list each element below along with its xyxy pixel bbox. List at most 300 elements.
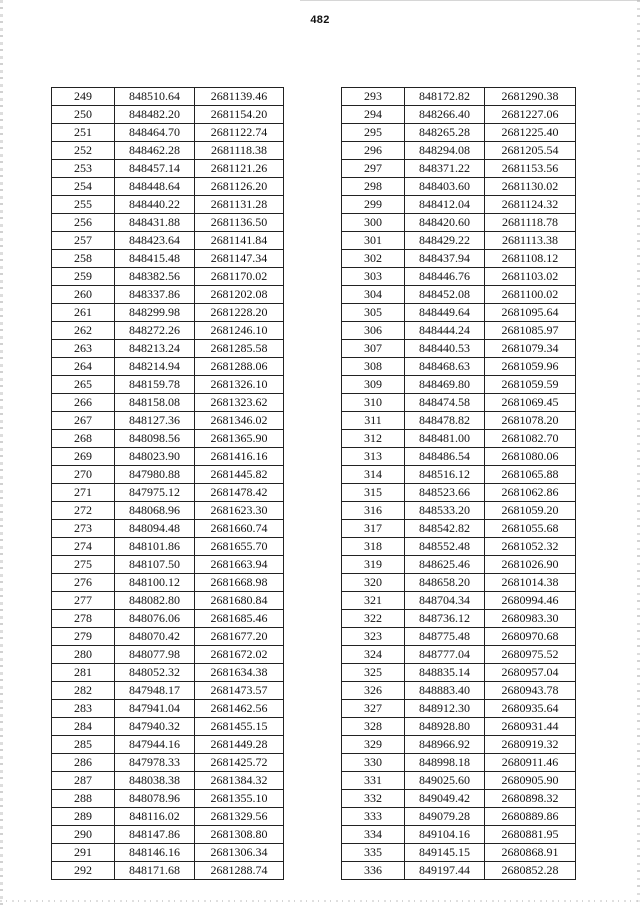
x-coordinate-cell: 848966.92 — [405, 736, 485, 754]
y-coordinate-cell: 2680919.32 — [485, 736, 576, 754]
y-coordinate-cell: 2681136.50 — [195, 214, 284, 232]
x-coordinate-cell: 848412.04 — [405, 196, 485, 214]
table-row — [342, 340, 576, 358]
y-coordinate-cell: 2681122.74 — [195, 124, 284, 142]
table-row — [342, 862, 576, 880]
table-row — [342, 430, 576, 448]
y-coordinate-cell: 2681225.40 — [485, 124, 576, 142]
point-number-cell: 314 — [342, 466, 405, 484]
y-coordinate-cell: 2681462.56 — [195, 700, 284, 718]
x-coordinate-cell: 849025.60 — [405, 772, 485, 790]
table-row — [52, 682, 284, 700]
table-row — [52, 88, 284, 106]
point-number-cell: 336 — [342, 862, 405, 880]
table-row — [342, 376, 576, 394]
table-row — [342, 214, 576, 232]
x-coordinate-cell: 848172.82 — [405, 88, 485, 106]
y-coordinate-cell: 2681059.59 — [485, 376, 576, 394]
point-number-cell: 302 — [342, 250, 405, 268]
table-row — [52, 808, 284, 826]
table-row — [342, 484, 576, 502]
y-coordinate-cell: 2681069.45 — [485, 394, 576, 412]
point-number-cell: 287 — [52, 772, 115, 790]
x-coordinate-cell: 847941.04 — [115, 700, 195, 718]
point-number-cell: 254 — [52, 178, 115, 196]
x-coordinate-cell: 848736.12 — [405, 610, 485, 628]
x-coordinate-cell: 848444.24 — [405, 322, 485, 340]
y-coordinate-cell: 2681139.46 — [195, 88, 284, 106]
y-coordinate-cell: 2681085.97 — [485, 322, 576, 340]
x-coordinate-cell: 848098.56 — [115, 430, 195, 448]
y-coordinate-cell: 2681078.20 — [485, 412, 576, 430]
x-coordinate-cell: 848912.30 — [405, 700, 485, 718]
y-coordinate-cell: 2681124.32 — [485, 196, 576, 214]
x-coordinate-cell: 848658.20 — [405, 574, 485, 592]
y-coordinate-cell: 2681059.20 — [485, 502, 576, 520]
point-number-cell: 319 — [342, 556, 405, 574]
x-coordinate-cell: 848159.78 — [115, 376, 195, 394]
point-number-cell: 258 — [52, 250, 115, 268]
x-coordinate-cell: 848382.56 — [115, 268, 195, 286]
x-coordinate-cell: 848462.28 — [115, 142, 195, 160]
point-number-cell: 305 — [342, 304, 405, 322]
y-coordinate-cell: 2680994.46 — [485, 592, 576, 610]
y-coordinate-cell: 2681154.20 — [195, 106, 284, 124]
y-coordinate-cell: 2681365.90 — [195, 430, 284, 448]
x-coordinate-cell: 848883.40 — [405, 682, 485, 700]
point-number-cell: 320 — [342, 574, 405, 592]
x-coordinate-cell: 848371.22 — [405, 160, 485, 178]
x-coordinate-cell: 848101.86 — [115, 538, 195, 556]
x-coordinate-cell: 848533.20 — [405, 502, 485, 520]
y-coordinate-cell: 2681131.28 — [195, 196, 284, 214]
y-coordinate-cell: 2681095.64 — [485, 304, 576, 322]
table-row — [52, 844, 284, 862]
y-coordinate-cell: 2681147.34 — [195, 250, 284, 268]
x-coordinate-cell: 848429.22 — [405, 232, 485, 250]
y-coordinate-cell: 2680931.44 — [485, 718, 576, 736]
table-row — [52, 520, 284, 538]
y-coordinate-cell: 2681062.86 — [485, 484, 576, 502]
x-coordinate-cell: 847944.16 — [115, 736, 195, 754]
point-number-cell: 298 — [342, 178, 405, 196]
y-coordinate-cell: 2681055.68 — [485, 520, 576, 538]
table-row — [342, 700, 576, 718]
table-row — [342, 556, 576, 574]
table-row — [342, 124, 576, 142]
y-coordinate-cell: 2680970.68 — [485, 628, 576, 646]
table-row — [52, 358, 284, 376]
x-coordinate-cell: 848070.42 — [115, 628, 195, 646]
y-coordinate-cell: 2681329.56 — [195, 808, 284, 826]
y-coordinate-cell: 2681288.06 — [195, 358, 284, 376]
point-number-cell: 277 — [52, 592, 115, 610]
table-row — [52, 268, 284, 286]
point-number-cell: 285 — [52, 736, 115, 754]
table-row — [52, 340, 284, 358]
x-coordinate-cell: 848337.86 — [115, 286, 195, 304]
y-coordinate-cell: 2681445.82 — [195, 466, 284, 484]
point-number-cell: 275 — [52, 556, 115, 574]
y-coordinate-cell: 2681672.02 — [195, 646, 284, 664]
x-coordinate-cell: 848076.06 — [115, 610, 195, 628]
table-row — [342, 142, 576, 160]
point-number-cell: 259 — [52, 268, 115, 286]
x-coordinate-cell: 848440.53 — [405, 340, 485, 358]
table-row — [342, 358, 576, 376]
point-number-cell: 324 — [342, 646, 405, 664]
point-number-cell: 269 — [52, 448, 115, 466]
point-number-cell: 296 — [342, 142, 405, 160]
scan-edge-left — [0, 0, 3, 905]
y-coordinate-cell: 2681052.32 — [485, 538, 576, 556]
y-coordinate-cell: 2681059.96 — [485, 358, 576, 376]
table-row — [52, 394, 284, 412]
table-row — [342, 718, 576, 736]
y-coordinate-cell: 2681677.20 — [195, 628, 284, 646]
table-row — [342, 772, 576, 790]
point-number-cell: 274 — [52, 538, 115, 556]
table-row — [342, 592, 576, 610]
y-coordinate-cell: 2681634.38 — [195, 664, 284, 682]
point-number-cell: 327 — [342, 700, 405, 718]
x-coordinate-cell: 847940.32 — [115, 718, 195, 736]
x-coordinate-cell: 848116.02 — [115, 808, 195, 826]
scan-edge-bottom — [0, 900, 640, 902]
point-number-cell: 309 — [342, 376, 405, 394]
y-coordinate-cell: 2681079.34 — [485, 340, 576, 358]
point-number-cell: 304 — [342, 286, 405, 304]
x-coordinate-cell: 848448.64 — [115, 178, 195, 196]
table-row — [342, 808, 576, 826]
table-row — [342, 664, 576, 682]
point-number-cell: 311 — [342, 412, 405, 430]
y-coordinate-cell: 2681355.10 — [195, 790, 284, 808]
table-row — [342, 250, 576, 268]
x-coordinate-cell: 848265.28 — [405, 124, 485, 142]
table-row — [342, 538, 576, 556]
x-coordinate-cell: 847975.12 — [115, 484, 195, 502]
x-coordinate-cell: 848127.36 — [115, 412, 195, 430]
y-coordinate-cell: 2681065.88 — [485, 466, 576, 484]
point-number-cell: 297 — [342, 160, 405, 178]
point-number-cell: 332 — [342, 790, 405, 808]
y-coordinate-cell: 2681014.38 — [485, 574, 576, 592]
table-row — [52, 664, 284, 682]
point-number-cell: 329 — [342, 736, 405, 754]
y-coordinate-cell: 2681449.28 — [195, 736, 284, 754]
point-number-cell: 328 — [342, 718, 405, 736]
y-coordinate-cell: 2681026.90 — [485, 556, 576, 574]
y-coordinate-cell: 2680957.04 — [485, 664, 576, 682]
point-number-cell: 292 — [52, 862, 115, 880]
point-number-cell: 279 — [52, 628, 115, 646]
table-row — [52, 124, 284, 142]
table-row — [52, 790, 284, 808]
table-row — [52, 322, 284, 340]
table-row — [52, 718, 284, 736]
y-coordinate-cell: 2681623.30 — [195, 502, 284, 520]
point-number-cell: 250 — [52, 106, 115, 124]
point-number-cell: 282 — [52, 682, 115, 700]
x-coordinate-cell: 848468.63 — [405, 358, 485, 376]
table-row — [342, 520, 576, 538]
y-coordinate-cell: 2681153.56 — [485, 160, 576, 178]
table-row — [52, 556, 284, 574]
y-coordinate-cell: 2681121.26 — [195, 160, 284, 178]
point-number-cell: 318 — [342, 538, 405, 556]
scan-edge-top — [300, 0, 640, 1]
table-row — [342, 628, 576, 646]
table-row — [52, 160, 284, 178]
y-coordinate-cell: 2680935.64 — [485, 700, 576, 718]
y-coordinate-cell: 2681323.62 — [195, 394, 284, 412]
x-coordinate-cell: 848299.98 — [115, 304, 195, 322]
x-coordinate-cell: 848403.60 — [405, 178, 485, 196]
y-coordinate-cell: 2681660.74 — [195, 520, 284, 538]
y-coordinate-cell: 2681384.32 — [195, 772, 284, 790]
table-row — [52, 610, 284, 628]
y-coordinate-cell: 2681308.80 — [195, 826, 284, 844]
y-coordinate-cell: 2681202.08 — [195, 286, 284, 304]
x-coordinate-cell: 848704.34 — [405, 592, 485, 610]
point-number-cell: 251 — [52, 124, 115, 142]
point-number-cell: 313 — [342, 448, 405, 466]
x-coordinate-cell: 848552.48 — [405, 538, 485, 556]
x-coordinate-cell: 847978.33 — [115, 754, 195, 772]
x-coordinate-cell: 848068.96 — [115, 502, 195, 520]
y-coordinate-cell: 2681082.70 — [485, 430, 576, 448]
point-number-cell: 315 — [342, 484, 405, 502]
x-coordinate-cell: 848294.08 — [405, 142, 485, 160]
y-coordinate-cell: 2680943.78 — [485, 682, 576, 700]
table-row — [342, 502, 576, 520]
point-number-cell: 316 — [342, 502, 405, 520]
x-coordinate-cell: 848147.86 — [115, 826, 195, 844]
x-coordinate-cell: 848449.64 — [405, 304, 485, 322]
x-coordinate-cell: 849049.42 — [405, 790, 485, 808]
x-coordinate-cell: 848171.68 — [115, 862, 195, 880]
table-row — [342, 826, 576, 844]
point-number-cell: 267 — [52, 412, 115, 430]
point-number-cell: 326 — [342, 682, 405, 700]
table-row — [52, 538, 284, 556]
point-number-cell: 272 — [52, 502, 115, 520]
point-number-cell: 317 — [342, 520, 405, 538]
point-number-cell: 325 — [342, 664, 405, 682]
y-coordinate-cell: 2681288.74 — [195, 862, 284, 880]
y-coordinate-cell: 2680852.28 — [485, 862, 576, 880]
y-coordinate-cell: 2681416.16 — [195, 448, 284, 466]
point-number-cell: 303 — [342, 268, 405, 286]
table-row — [342, 736, 576, 754]
y-coordinate-cell: 2681126.20 — [195, 178, 284, 196]
point-number-cell: 334 — [342, 826, 405, 844]
point-number-cell: 286 — [52, 754, 115, 772]
coordinates-table-right — [341, 87, 576, 880]
table-row — [52, 286, 284, 304]
x-coordinate-cell: 848431.88 — [115, 214, 195, 232]
y-coordinate-cell: 2681141.84 — [195, 232, 284, 250]
coordinates-table-right-body — [342, 88, 576, 880]
x-coordinate-cell: 849079.28 — [405, 808, 485, 826]
point-number-cell: 308 — [342, 358, 405, 376]
table-row — [52, 772, 284, 790]
point-number-cell: 278 — [52, 610, 115, 628]
y-coordinate-cell: 2681680.84 — [195, 592, 284, 610]
x-coordinate-cell: 848516.12 — [405, 466, 485, 484]
page-number: 482 — [310, 14, 330, 26]
point-number-cell: 300 — [342, 214, 405, 232]
x-coordinate-cell: 848481.00 — [405, 430, 485, 448]
x-coordinate-cell: 848775.48 — [405, 628, 485, 646]
x-coordinate-cell: 848452.08 — [405, 286, 485, 304]
y-coordinate-cell: 2680983.30 — [485, 610, 576, 628]
x-coordinate-cell: 848214.94 — [115, 358, 195, 376]
table-row — [52, 106, 284, 124]
x-coordinate-cell: 848082.80 — [115, 592, 195, 610]
x-coordinate-cell: 849145.15 — [405, 844, 485, 862]
x-coordinate-cell: 847948.17 — [115, 682, 195, 700]
x-coordinate-cell: 848464.70 — [115, 124, 195, 142]
point-number-cell: 264 — [52, 358, 115, 376]
table-row — [52, 376, 284, 394]
y-coordinate-cell: 2681205.54 — [485, 142, 576, 160]
table-row — [52, 592, 284, 610]
point-number-cell: 322 — [342, 610, 405, 628]
y-coordinate-cell: 2681290.38 — [485, 88, 576, 106]
table-row — [342, 394, 576, 412]
point-number-cell: 284 — [52, 718, 115, 736]
x-coordinate-cell: 848272.26 — [115, 322, 195, 340]
point-number-cell: 270 — [52, 466, 115, 484]
x-coordinate-cell: 848094.48 — [115, 520, 195, 538]
x-coordinate-cell: 848423.64 — [115, 232, 195, 250]
table-row — [52, 196, 284, 214]
point-number-cell: 312 — [342, 430, 405, 448]
table-row — [52, 484, 284, 502]
point-number-cell: 323 — [342, 628, 405, 646]
x-coordinate-cell: 848107.50 — [115, 556, 195, 574]
point-number-cell: 249 — [52, 88, 115, 106]
point-number-cell: 280 — [52, 646, 115, 664]
table-row — [52, 304, 284, 322]
point-number-cell: 265 — [52, 376, 115, 394]
table-row — [52, 142, 284, 160]
x-coordinate-cell: 848420.60 — [405, 214, 485, 232]
table-row — [52, 826, 284, 844]
table-row — [52, 628, 284, 646]
y-coordinate-cell: 2680975.52 — [485, 646, 576, 664]
y-coordinate-cell: 2681655.70 — [195, 538, 284, 556]
x-coordinate-cell: 848542.82 — [405, 520, 485, 538]
point-number-cell: 330 — [342, 754, 405, 772]
x-coordinate-cell: 849197.44 — [405, 862, 485, 880]
table-row — [52, 754, 284, 772]
x-coordinate-cell: 848482.20 — [115, 106, 195, 124]
y-coordinate-cell: 2681103.02 — [485, 268, 576, 286]
point-number-cell: 281 — [52, 664, 115, 682]
table-row — [342, 268, 576, 286]
table-row — [52, 412, 284, 430]
table-row — [342, 304, 576, 322]
table-row — [342, 106, 576, 124]
point-number-cell: 257 — [52, 232, 115, 250]
y-coordinate-cell: 2681100.02 — [485, 286, 576, 304]
point-number-cell: 295 — [342, 124, 405, 142]
table-row — [342, 196, 576, 214]
x-coordinate-cell: 848038.38 — [115, 772, 195, 790]
table-row — [342, 646, 576, 664]
table-row — [342, 286, 576, 304]
x-coordinate-cell: 848625.46 — [405, 556, 485, 574]
x-coordinate-cell: 848437.94 — [405, 250, 485, 268]
table-row — [52, 232, 284, 250]
table-row — [342, 412, 576, 430]
point-number-cell: 283 — [52, 700, 115, 718]
table-row — [342, 574, 576, 592]
x-coordinate-cell: 849104.16 — [405, 826, 485, 844]
point-number-cell: 293 — [342, 88, 405, 106]
point-number-cell: 310 — [342, 394, 405, 412]
point-number-cell: 321 — [342, 592, 405, 610]
table-row — [52, 430, 284, 448]
y-coordinate-cell: 2681346.02 — [195, 412, 284, 430]
point-number-cell: 288 — [52, 790, 115, 808]
x-coordinate-cell: 848100.12 — [115, 574, 195, 592]
x-coordinate-cell: 848998.18 — [405, 754, 485, 772]
y-coordinate-cell: 2681170.02 — [195, 268, 284, 286]
y-coordinate-cell: 2680889.86 — [485, 808, 576, 826]
x-coordinate-cell: 848415.48 — [115, 250, 195, 268]
point-number-cell: 271 — [52, 484, 115, 502]
y-coordinate-cell: 2681228.20 — [195, 304, 284, 322]
table-row — [52, 448, 284, 466]
x-coordinate-cell: 848446.76 — [405, 268, 485, 286]
y-coordinate-cell: 2681306.34 — [195, 844, 284, 862]
x-coordinate-cell: 848266.40 — [405, 106, 485, 124]
y-coordinate-cell: 2680898.32 — [485, 790, 576, 808]
x-coordinate-cell: 848052.32 — [115, 664, 195, 682]
y-coordinate-cell: 2681668.98 — [195, 574, 284, 592]
point-number-cell: 299 — [342, 196, 405, 214]
x-coordinate-cell: 848077.98 — [115, 646, 195, 664]
point-number-cell: 262 — [52, 322, 115, 340]
y-coordinate-cell: 2680911.46 — [485, 754, 576, 772]
point-number-cell: 289 — [52, 808, 115, 826]
table-row — [52, 574, 284, 592]
x-coordinate-cell: 848213.24 — [115, 340, 195, 358]
x-coordinate-cell: 848469.80 — [405, 376, 485, 394]
x-coordinate-cell: 848835.14 — [405, 664, 485, 682]
table-row — [342, 88, 576, 106]
point-number-cell: 253 — [52, 160, 115, 178]
point-number-cell: 256 — [52, 214, 115, 232]
point-number-cell: 290 — [52, 826, 115, 844]
point-number-cell: 266 — [52, 394, 115, 412]
table-row — [342, 610, 576, 628]
y-coordinate-cell: 2680868.91 — [485, 844, 576, 862]
point-number-cell: 301 — [342, 232, 405, 250]
y-coordinate-cell: 2681473.57 — [195, 682, 284, 700]
point-number-cell: 306 — [342, 322, 405, 340]
table-row — [342, 322, 576, 340]
y-coordinate-cell: 2681478.42 — [195, 484, 284, 502]
y-coordinate-cell: 2681326.10 — [195, 376, 284, 394]
x-coordinate-cell: 848928.80 — [405, 718, 485, 736]
y-coordinate-cell: 2681118.78 — [485, 214, 576, 232]
point-number-cell: 307 — [342, 340, 405, 358]
